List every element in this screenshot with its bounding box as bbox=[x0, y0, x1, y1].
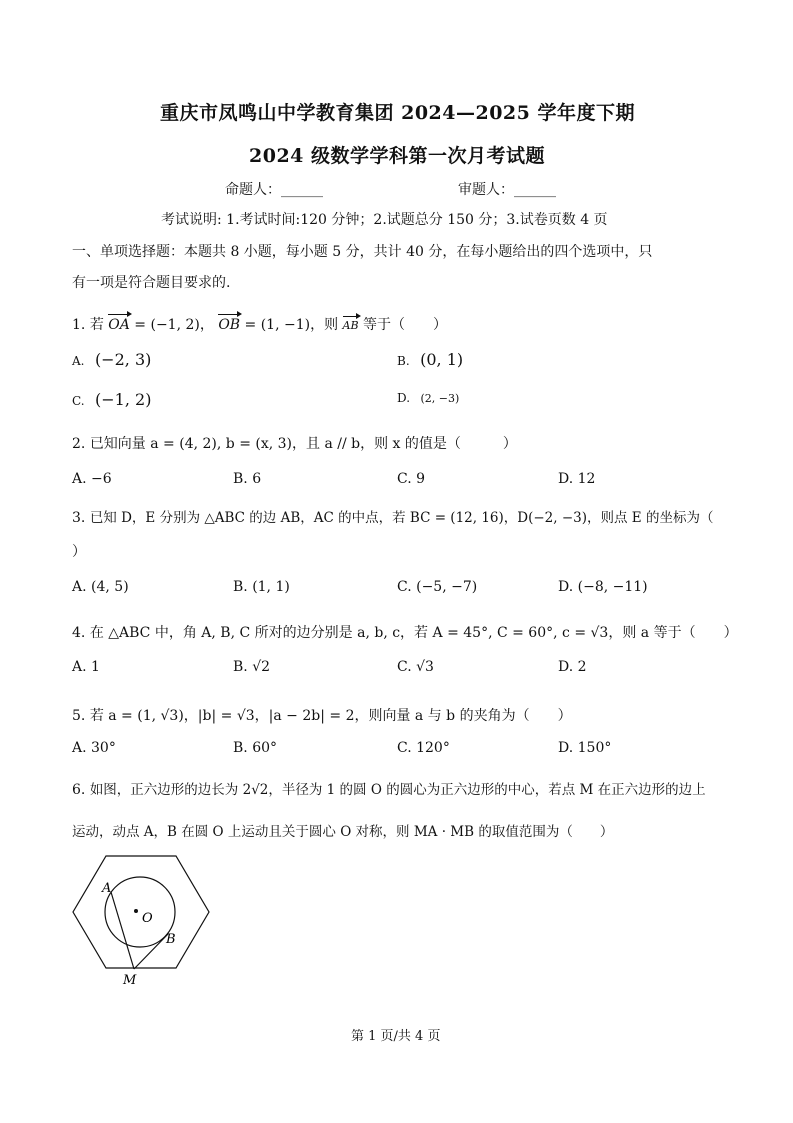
question-3 bbox=[72, 506, 713, 526]
question-number: 3. bbox=[72, 510, 86, 526]
question-text: ，则 bbox=[310, 317, 339, 333]
vector-oa-value: = (−1, 2) bbox=[129, 317, 200, 333]
q5-option-d[interactable]: D. 150° bbox=[558, 740, 612, 756]
q2-option-d[interactable]: D. 12 bbox=[558, 471, 596, 487]
q4-option-b[interactable]: B. √2 bbox=[233, 659, 271, 675]
question-text: 若 a = (1, √3)，|b| = √3，|a − 2b| = 2，则向量 a 与 b 的夹角为（ ） bbox=[89, 708, 572, 724]
question-text: 等于（ ） bbox=[358, 317, 448, 333]
segment-mb bbox=[134, 934, 168, 969]
label-b: B bbox=[166, 932, 176, 947]
question-number: 2. bbox=[72, 436, 86, 452]
q2-option-a[interactable]: A. −6 bbox=[72, 471, 112, 487]
option-value: (−2, 3) bbox=[94, 350, 152, 369]
option-letter: C. bbox=[72, 394, 85, 408]
label-o: O bbox=[142, 911, 153, 926]
reviewer-label: 审题人：______ bbox=[458, 182, 556, 198]
option-value: (−1, 2) bbox=[95, 390, 152, 409]
question-2 bbox=[72, 433, 517, 453]
circle-o bbox=[105, 877, 175, 947]
option-letter: D. bbox=[397, 391, 411, 405]
question-number: 4. bbox=[72, 625, 86, 641]
q4-option-c[interactable]: C. √3 bbox=[397, 659, 434, 675]
q2-option-c[interactable]: C. 9 bbox=[397, 471, 426, 487]
regular-hexagon bbox=[73, 856, 209, 968]
label-a: A bbox=[102, 881, 112, 896]
label-m: M bbox=[123, 973, 137, 988]
vector-ab: AB bbox=[342, 319, 359, 332]
q2-option-b[interactable]: B. 6 bbox=[233, 471, 262, 487]
option-letter: A. bbox=[72, 354, 85, 368]
segment-ma bbox=[111, 892, 134, 969]
center-dot bbox=[134, 909, 138, 913]
question-text: 若 bbox=[89, 317, 104, 333]
exam-title-line2: 2024 级数学学科第一次月考试题 bbox=[249, 145, 545, 167]
q3-option-c[interactable]: C. (−5, −7) bbox=[397, 579, 478, 595]
option-letter: B. bbox=[397, 354, 410, 368]
q4-option-d[interactable]: D. 2 bbox=[558, 659, 587, 675]
vector-ob: OB bbox=[218, 317, 241, 333]
question-text: 在 △ABC 中，角 A, B, C 所对的边分别是 a, b, c，若 A = 45°, C = 60°, c = √3，则 a 等于（ ） bbox=[89, 625, 738, 641]
question-text: 已知 D，E 分别为 △ABC 的边 AB，AC 的中点，若 BC = (12, 16)，D(−2, −3)，则点 E 的坐标为（ bbox=[89, 510, 714, 526]
question-text: 如图，正六边形的边长为 2√2，半径为 1 的圆 O 的圆心为正六边形的中心，若点 M 在正六边形的边上 bbox=[89, 782, 706, 798]
q1-option-c[interactable] bbox=[72, 390, 151, 409]
exam-title-line1: 重庆市凤鸣山中学教育集团 2024—2025 学年度下期 bbox=[160, 102, 635, 124]
exam-notes: 考试说明: 1.考试时间:120 分钟；2.试题总分 150 分；3.试卷页数 4 页 bbox=[161, 212, 608, 228]
page-footer: 第 1 页/共 4 页 bbox=[351, 1029, 441, 1044]
q1-option-b[interactable] bbox=[397, 350, 463, 369]
hexagon-circle-figure bbox=[66, 852, 216, 992]
q3-option-d[interactable]: D. (−8, −11) bbox=[558, 579, 648, 595]
question-5 bbox=[72, 705, 572, 725]
q5-option-c[interactable]: C. 120° bbox=[397, 740, 450, 756]
vector-ob-value: = (1, −1) bbox=[240, 317, 311, 333]
option-value: (0, 1) bbox=[420, 350, 464, 369]
question-number: 6. bbox=[72, 782, 86, 798]
section-intro-line1: 一、单项选择题：本题共 8 小题，每小题 5 分，共计 40 分，在每小题给出的四个选项中，只 bbox=[72, 244, 653, 260]
question-3-line2: ） bbox=[72, 544, 86, 560]
separator: ， bbox=[199, 317, 214, 333]
option-value: (2, −3) bbox=[420, 392, 460, 405]
question-4 bbox=[72, 622, 738, 642]
q1-option-d[interactable] bbox=[397, 390, 459, 406]
section-intro-line2: 有一项是符合题目要求的. bbox=[72, 275, 231, 291]
question-6 bbox=[72, 778, 706, 798]
q3-option-a[interactable]: A. (4, 5) bbox=[72, 579, 129, 595]
question-text: 已知向量 a = (4, 2), b = (x, 3)，且 a // b，则 x 的值是（ ） bbox=[89, 436, 517, 452]
q1-option-a[interactable] bbox=[72, 350, 151, 369]
question-6-line2: 运动，动点 A，B 在圆 O 上运动且关于圆心 O 对称，则 MA · MB 的取值范围为（ ） bbox=[72, 824, 614, 840]
vector-oa: OA bbox=[108, 317, 130, 333]
q3-option-b[interactable]: B. (1, 1) bbox=[233, 579, 290, 595]
q5-option-a[interactable]: A. 30° bbox=[72, 740, 116, 756]
q5-option-b[interactable]: B. 60° bbox=[233, 740, 278, 756]
question-1 bbox=[72, 314, 447, 334]
setter-label: 命题人：______ bbox=[225, 182, 323, 198]
q4-option-a[interactable]: A. 1 bbox=[72, 659, 100, 675]
question-number: 1. bbox=[72, 317, 86, 333]
question-number: 5. bbox=[72, 708, 86, 724]
